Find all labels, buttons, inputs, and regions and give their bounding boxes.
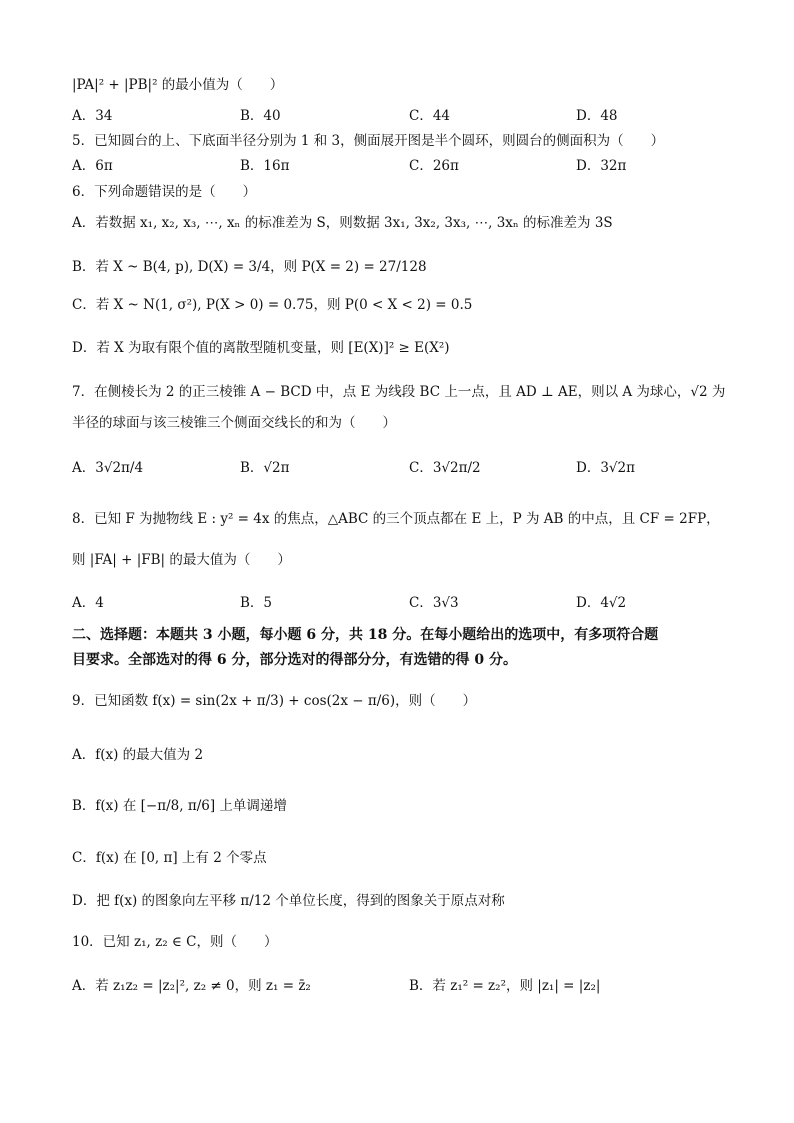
q9-stem: 9．已知函数 f(x) = sin(2x + π/3) + cos(2x − π/6)，则（ ） [72,693,477,709]
q4-option-d: D．48 [576,108,618,124]
q7-option-a: A．3√2π/4 [72,460,144,476]
q8-option-d: D．4√2 [576,595,627,611]
q7-stem-line1: 7．在侧棱长为 2 的正三棱锥 A − BCD 中，点 E 为线段 BC 上一点，且 AD ⊥ AE，则以 A 为球心，√2 为 [72,384,726,400]
q8-option-b: B．5 [240,595,273,611]
section-two-heading-line2: 目要求。全部选对的得 6 分，部分选对的得部分分，有选错的得 0 分。 [72,652,517,668]
q4-option-c: C．44 [409,108,451,124]
q7-option-b: B．√2π [240,460,290,476]
q9-option-b: B．f(x) 在 [−π/8, π/6] 上单调递增 [72,798,287,814]
q5-option-a: A．6π [72,158,113,174]
q4-option-a: A．34 [72,108,113,124]
q6-option-a: A．若数据 x₁, x₂, x₃, ⋯, xₙ 的标准差为 S，则数据 3x₁, 3x₂, 3x₃, ⋯, 3xₙ 的标准差为 3S [72,215,613,231]
q8-stem-line1: 8．已知 F 为抛物线 E : y² = 4x 的焦点，△ABC 的三个顶点都在 E 上，P 为 AB 的中点，且 CF = 2FP， [72,511,720,527]
q8-stem-line2: 则 |FA| + |FB| 的最大值为（ ） [72,552,291,568]
q7-option-d: D．3√2π [576,460,635,476]
q6-option-c: C．若 X ~ N(1, σ²), P(X > 0) = 0.75，则 P(0 < X < 2) = 0.5 [72,297,473,313]
q4-stem-continuation: |PA|² + |PB|² 的最小值为（ ） [72,77,284,93]
q5-option-c: C．26π [409,158,459,174]
q5-option-b: B．16π [240,158,290,174]
q5-option-d: D．32π [576,158,627,174]
q7-stem-line2: 半径的球面与该三棱锥三个侧面交线长的和为（ ） [72,415,396,431]
q4-option-b: B．40 [240,108,281,124]
q10-option-a: A．若 z₁z₂ = |z₂|², z₂ ≠ 0，则 z₁ = z̄₂ [72,978,311,994]
q8-option-a: A．4 [72,595,104,611]
q5-stem: 5．已知圆台的上、下底面半径分别为 1 和 3，侧面展开图是半个圆环，则圆台的侧面积为（ ） [72,133,665,149]
q10-stem: 10．已知 z₁, z₂ ∈ C，则（ ） [72,934,278,950]
section-two-heading-line1: 二、选择题：本题共 3 小题，每小题 6 分，共 18 分。在每小题给出的选项中，有多项符合题 [72,627,659,643]
q6-option-d: D．若 X 为取有限个值的离散型随机变量，则 [E(X)]² ≥ E(X²) [72,340,450,356]
q6-stem: 6．下列命题错误的是（ ） [72,184,257,200]
q6-option-b: B．若 X ~ B(4, p), D(X) = 3/4，则 P(X = 2) = 27/128 [72,259,427,275]
q8-option-c: C．3√3 [409,595,459,611]
q9-option-d: D．把 f(x) 的图象向左平移 π/12 个单位长度，得到的图象关于原点对称 [72,893,505,909]
q10-option-b: B．若 z₁² = z₂²，则 |z₁| = |z₂| [409,978,601,994]
q7-option-c: C．3√2π/2 [409,460,481,476]
q9-option-c: C．f(x) 在 [0, π] 上有 2 个零点 [72,850,267,866]
q9-option-a: A．f(x) 的最大值为 2 [72,747,204,763]
